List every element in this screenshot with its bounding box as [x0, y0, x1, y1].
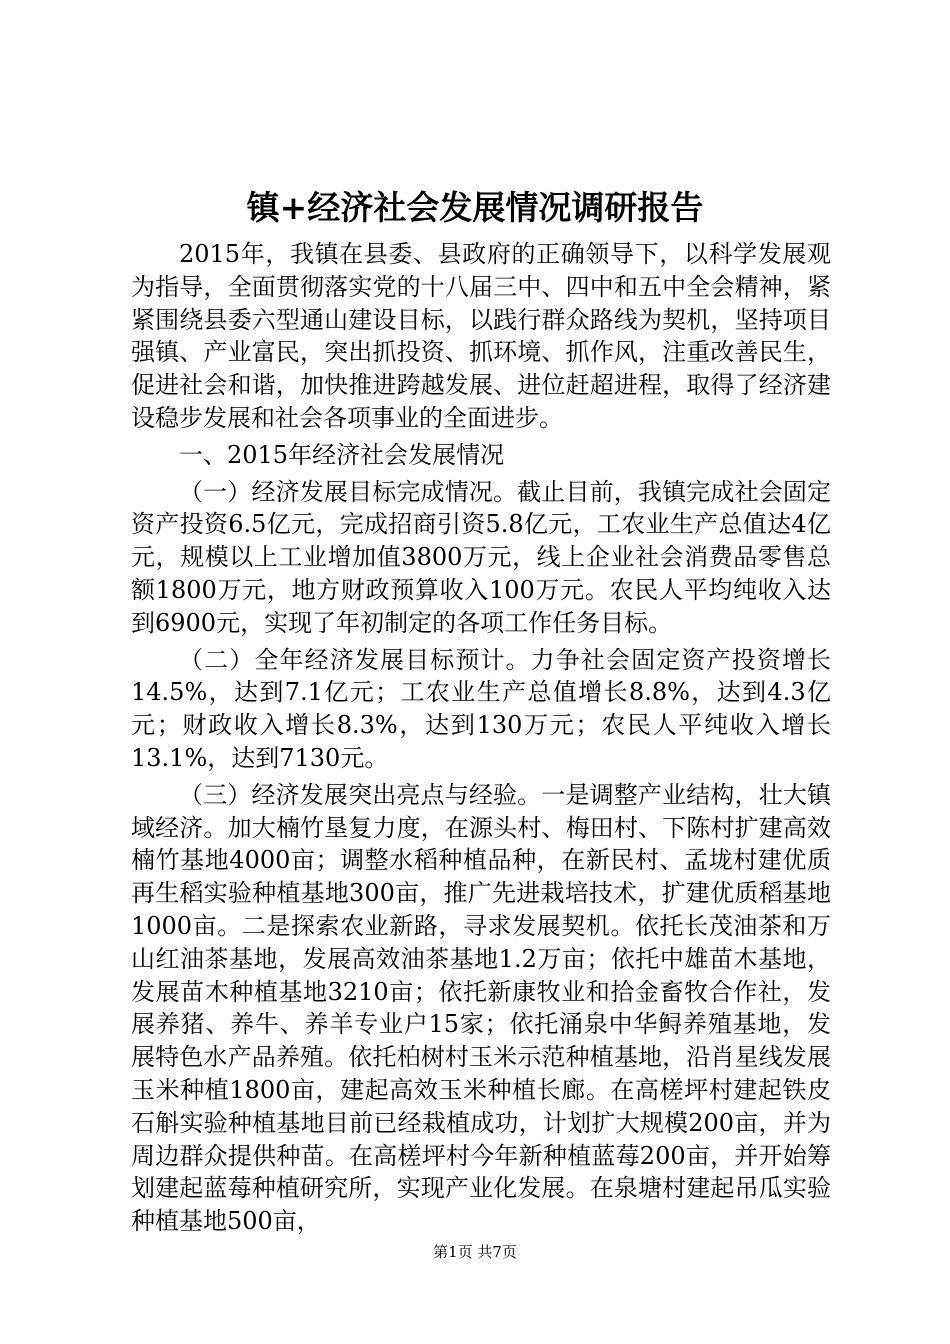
intro-paragraph: 2015年，我镇在县委、县政府的正确领导下，以科学发展观为指导，全面贯彻落实党的十八届三中、四中和五中全会精神，紧紧围绕县委六型通山建设目标，以践行群众路线为契机，坚持项目强镇、产业富民，突出抓投资、抓环境、抓作风，注重改善民生，促进社会和谐，加快推进跨越发展、进位赶超进程，取得了经济建设稳步发展和社会各项事业的全面进步。 [131, 240, 831, 432]
subsection-paragraph-3: （三）经济发展突出亮点与经验。一是调整产业结构，壮大镇域经济。加大楠竹垦复力度，在源头村、梅田村、下陈村扩建高效楠竹基地4000亩；调整水稻种植品种，在新民村、孟垅村建优质再生稻实验种植基地300亩，推广先进栽培技术，扩建优质稻基地1000亩。二是探索农业新路，寻求发展契机。依托长茂油茶和万山红油茶基地，发展高效油茶基地1.2万亩；依托中雄苗木基地，发展苗木种植基地3210亩；依托新康牧业和拾金畜牧合作社，发展养猪、养牛、养羊专业户15家；依托涌泉中华鲟养殖基地，发展特色水产品养殖。依托柏树村玉米示范种植基地，沿肖星线发展玉米种植1800亩，建起高效玉米种植长廊。在高槎坪村建起铁皮石斛实验种植基地目前已经栽植成功，计划扩大规模200亩，并为周边群众提供种苗。在高槎坪村今年新种植蓝莓200亩，并开始筹划建起蓝莓种植研究所，实现产业化发展。在泉塘村建起吊瓜实验种植基地500亩， [131, 780, 831, 1236]
document-body [131, 238, 831, 1238]
subsection-paragraph-2: （二）全年经济发展目标预计。力争社会固定资产投资增长14.5%，达到7.1亿元；工农业生产总值增长8.8%，达到4.3亿元；财政收入增长8.3%，达到130万元；农民人平纯收入增长13.1%，达到7130元。 [131, 645, 831, 772]
section-heading: 一、2015年经济社会发展情况 [179, 440, 505, 469]
document-title: 镇+经济社会发展情况调研报告 [246, 188, 704, 227]
subsection-paragraph-1: （一）经济发展目标完成情况。截止目前，我镇完成社会固定资产投资6.5亿元，完成招商引资5.8亿元，工农业生产总值达4亿元，规模以上工业增加值3800万元，线上企业社会消费品零售总额1800万元，地方财政预算收入100万元。农民人平均纯收入达到6900元，实现了年初制定的各项工作任务目标。 [131, 477, 831, 637]
page-number-footer: 第1页 共7页 [433, 1243, 517, 1261]
